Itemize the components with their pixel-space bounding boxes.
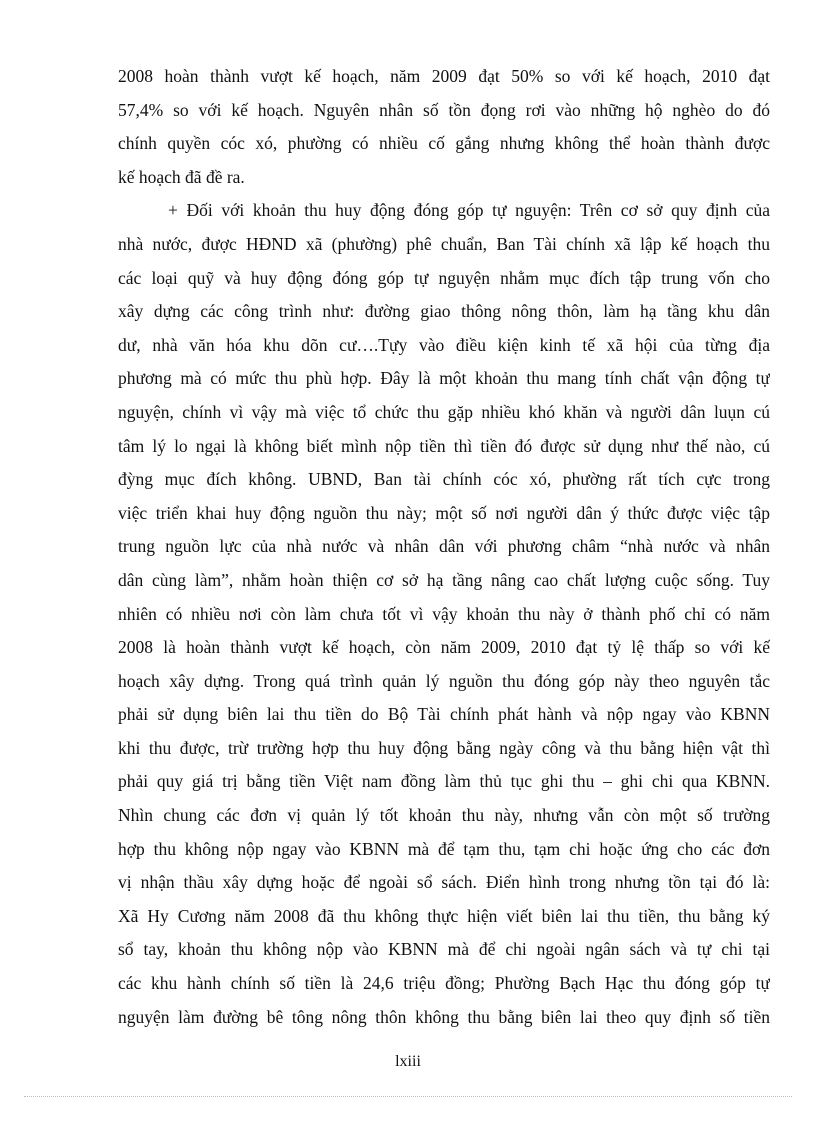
paragraph-line: 2008 hoàn thành vượt kế hoạch, năm 2009 đạt 50% so với kế hoạch, 2010 đạt (118, 66, 770, 86)
paragraph-line: trung nguồn lực của nhà nước và nhân dân với phương châm “nhà nước và nhân (118, 536, 770, 557)
paragraph-1 (118, 60, 770, 194)
paragraph-line: tâm lý lo ngại là không biết mình nộp tiền thì tiền đó được sử dụng như thế nào, cú (118, 435, 770, 456)
paragraph-line: Xã Hy Cương năm 2008 đã thu không thực hiện viết biên lai thu tiền, thu bằng ký (118, 905, 770, 926)
paragraph-line: phải quy giá trị bằng tiền Việt nam đồng làm thủ tục ghi thu – ghi chi qua KBNN. (118, 771, 770, 792)
paragraph-line: xây dựng các công trình như: đường giao thông nông thôn, làm hạ tầng khu dân (118, 301, 770, 322)
paragraph-line: dư, nhà văn hóa khu dõn cư….Tựy vào điều kiện kinh tế xã hội của từng địa (118, 334, 770, 355)
document-body (118, 60, 770, 1034)
paragraph-line: phương mà có mức thu phù hợp. Đây là một khoản thu mang tính chất vận động tự (118, 368, 770, 389)
paragraph-line: khi thu được, trừ trường hợp thu huy động bằng ngày công và thu bằng hiện vật thì (118, 737, 770, 758)
paragraph-line: 57,4% so với kế hoạch. Nguyên nhân số tồn đọng rơi vào những hộ nghèo do đó (118, 99, 770, 120)
paragraph-line: phải sử dụng biên lai thu tiền do Bộ Tài chính phát hành và nộp ngay vào KBNN (118, 704, 770, 725)
paragraph-line: sổ tay, khoản thu không nộp vào KBNN mà để chi ngoài ngân sách và tự chi tại (118, 939, 770, 960)
page-bottom-divider (24, 1096, 792, 1097)
paragraph-line: các loại quỹ và huy động đóng góp tự nguyện nhằm mục đích tập trung vốn cho (118, 267, 770, 288)
paragraph-line: đỳng mục đích không. UBND, Ban tài chính cóc xó, phường rất tích cực trong (118, 469, 770, 490)
paragraph-2 (118, 194, 770, 1034)
paragraph-line: kế hoạch đã đề ra. (118, 166, 245, 187)
paragraph-line: 2008 là hoàn thành vượt kế hoạch, còn năm 2009, 2010 đạt tỷ lệ thấp so với kế (118, 637, 770, 658)
paragraph-line: dân cùng làm”, nhằm hoàn thiện cơ sở hạ tầng nâng cao chất lượng cuộc sống. Tuy (118, 569, 770, 590)
paragraph-line: việc triển khai huy động nguồn thu này; một số nơi người dân ý thức được việc tập (118, 502, 770, 523)
paragraph-line: nguyện làm đường bê tông nông thôn không thu bằng biên lai theo quy định số tiền (118, 1006, 770, 1027)
paragraph-line: + Đối với khoản thu huy động đóng góp tự nguyện: Trên cơ sở quy định của (168, 200, 770, 221)
paragraph-line: chính quyền cóc xó, phường có nhiều cố gắng nhưng không thể hoàn thành được (118, 133, 770, 154)
page-number: lxiii (395, 1053, 421, 1070)
paragraph-line: hoạch xây dựng. Trong quá trình quản lý nguồn thu đóng góp này theo nguyên tắc (118, 670, 770, 691)
paragraph-line: nhà nước, được HĐND xã (phường) phê chuẩn, Ban Tài chính xã lập kế hoạch thu (118, 233, 770, 254)
paragraph-line: các khu hành chính số tiền là 24,6 triệu đồng; Phường Bạch Hạc thu đóng góp tự (118, 973, 770, 994)
paragraph-line: nguyện, chính vì vậy mà việc tổ chức thu gặp nhiều khó khăn và người dân luụn cú (118, 401, 770, 422)
paragraph-line: nhiên có nhiều nơi còn làm chưa tốt vì vậy khoản thu này ở thành phố chỉ có năm (118, 603, 770, 624)
paragraph-line: vị nhận thầu xây dựng hoặc để ngoài sổ sách. Điển hình trong nhưng tồn tại đó là: (118, 872, 770, 893)
paragraph-line: hợp thu không nộp ngay vào KBNN mà để tạm thu, tạm chi hoặc ứng cho các đơn (118, 838, 770, 859)
paragraph-line: Nhìn chung các đơn vị quản lý tốt khoản thu này, nhưng vẫn còn một số trường (118, 805, 770, 826)
